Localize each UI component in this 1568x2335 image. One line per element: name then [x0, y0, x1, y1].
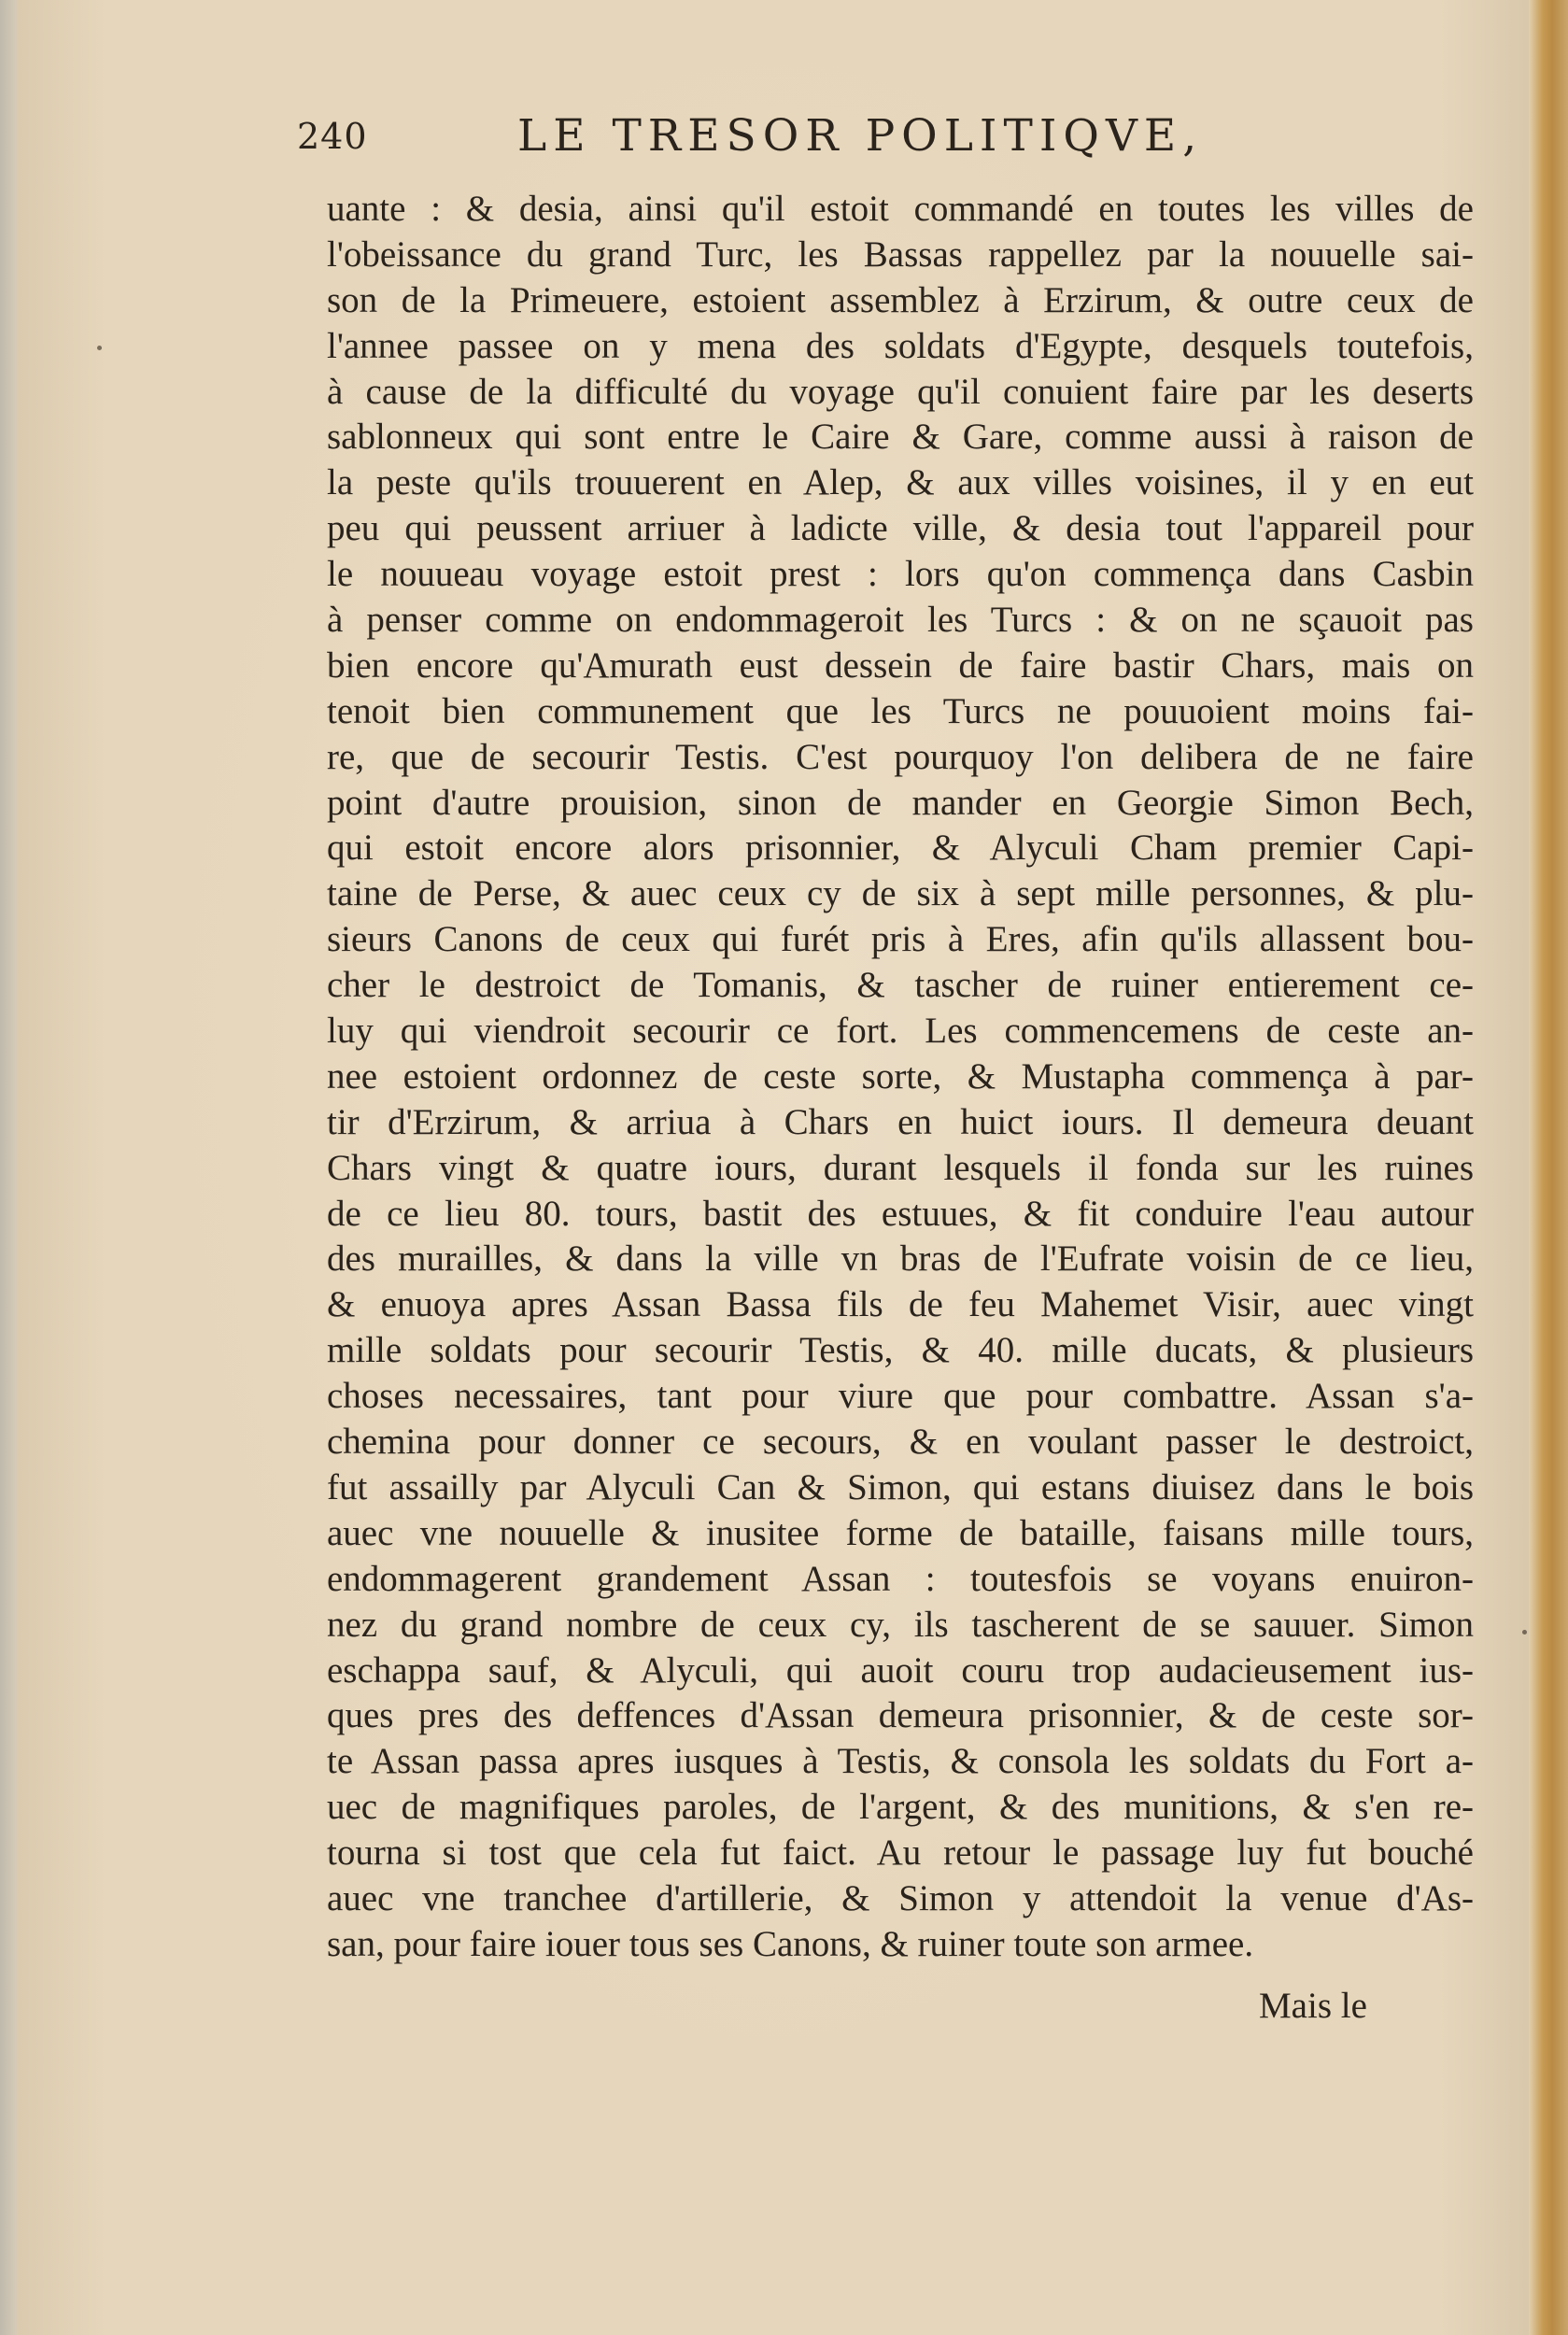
text-line: tenoit bien communement que les Turcs ne pouuoient moins fai- — [327, 690, 1474, 731]
text-line: sablonneux qui sont entre le Caire & Gare, comme aussi à raison de — [327, 417, 1474, 458]
text-line: l'obeissance du grand Turc, les Bassas rappellez par la nouuelle sai- — [327, 234, 1474, 275]
text-line: peu qui peussent arriuer à ladicte ville, & desia tout l'appareil pour — [327, 508, 1474, 549]
text-line: à cause de la difficulté du voyage qu'il conuient faire par les deserts — [327, 371, 1474, 412]
text-line: point d'autre prouision, sinon de mander en Georgie Simon Bech, — [327, 782, 1474, 823]
text-line: re, que de secourir Testis. C'est pourquoy l'on delibera de ne faire — [327, 736, 1474, 777]
text-line: la peste qu'ils trouuerent en Alep, & aux villes voisines, il y en eut — [327, 462, 1474, 503]
text-line: taine de Perse, & auec ceux cy de six à sept mille personnes, & plu- — [327, 873, 1474, 914]
text-line: choses necessaires, tant pour viure que pour combattre. Assan s'a- — [327, 1376, 1474, 1417]
text-line: des murailles, & dans la ville vn bras de l'Eufrate voisin de ce lieu, — [327, 1238, 1474, 1280]
text-line: eschappa sauf, & Alyculi, qui auoit couru trop audacieusement ius- — [327, 1649, 1474, 1691]
text-line: & enuoya apres Assan Bassa fils de feu Mahemet Visir, auec vingt — [327, 1284, 1474, 1325]
text-line: auec vne nouuelle & inusitee forme de bataille, faisans mille tours, — [327, 1512, 1474, 1553]
text-line: fut assailly par Alyculi Can & Simon, qui estans diuisez dans le bois — [327, 1466, 1474, 1507]
text-line: luy qui viendroit secourir ce fort. Les commencemens de ceste an- — [327, 1011, 1474, 1052]
text-line: mille soldats pour secourir Testis, & 40. mille ducats, & plusieurs — [327, 1330, 1474, 1371]
running-head — [297, 110, 1334, 166]
text-line: endommagerent grandement Assan : toutesfois se voyans enuiron- — [327, 1558, 1474, 1599]
text-line: chemina pour donner ce secours, & en voulant passer le destroict, — [327, 1422, 1474, 1463]
ink-speck — [1522, 1630, 1527, 1634]
text-line: l'annee passee on y mena des soldats d'Egypte, desquels toutefois, — [327, 325, 1474, 366]
text-line: san, pour faire iouer tous ses Canons, & ruiner toute son armee. — [327, 1923, 1254, 1964]
page-number: 240 — [297, 116, 368, 157]
running-title: LE TRESOR POLITIQVE, — [517, 110, 1204, 162]
text-line: te Assan passa apres iusques à Testis, & consola les soldats du Fort a- — [327, 1741, 1474, 1782]
text-line: le nouueau voyage estoit prest : lors qu'on commença dans Casbin — [327, 554, 1474, 595]
text-line: nez du grand nombre de ceux cy, ils tascherent de se sauuer. Simon — [327, 1604, 1474, 1645]
text-line: tir d'Erzirum, & arriua à Chars en huict iours. Il demeura deuant — [327, 1101, 1474, 1142]
text-line: son de la Primeuere, estoient assemblez à Erzirum, & outre ceux de — [327, 279, 1474, 320]
text-line: de ce lieu 80. tours, bastit des estuues, & fit conduire l'eau autour — [327, 1193, 1474, 1234]
text-line: auec vne tranchee d'artillerie, & Simon y attendoit la venue d'As- — [327, 1877, 1474, 1918]
text-line: uec de magnifiques paroles, de l'argent, & des munitions, & s'en re- — [327, 1787, 1474, 1828]
text-line: à penser comme on endommageroit les Turcs : & on ne sçauoit pas — [327, 600, 1474, 641]
body-text — [327, 187, 1474, 1968]
text-line: qui estoit encore alors prisonnier, & Alyculi Cham premier Capi- — [327, 828, 1474, 869]
text-line: tourna si tost que cela fut faict. Au retour le passage luy fut bouché — [327, 1833, 1474, 1874]
text-line: sieurs Canons de ceux qui furét pris à Eres, afin qu'ils allassent bou- — [327, 919, 1474, 960]
book-page — [17, 0, 1530, 2335]
text-line: nee estoient ordonnez de ceste sorte, & Mustapha commença à par- — [327, 1055, 1474, 1097]
page-fore-edge — [1529, 0, 1568, 2335]
ink-speck — [97, 346, 102, 350]
text-line: cher le destroict de Tomanis, & tascher de ruiner entierement ce- — [327, 965, 1474, 1006]
text-line: Chars vingt & quatre iours, durant lesquels il fonda sur les ruines — [327, 1147, 1474, 1188]
text-line: ques pres des deffences d'Assan demeura prisonnier, & de ceste sor- — [327, 1695, 1474, 1736]
text-line: uante : & desia, ainsi qu'il estoit commandé en toutes les villes de — [327, 189, 1474, 229]
text-line: bien encore qu'Amurath eust dessein de faire bastir Chars, mais on — [327, 644, 1474, 686]
catchword: Mais le — [1259, 1986, 1367, 2026]
scan-left-margin — [0, 0, 17, 2335]
